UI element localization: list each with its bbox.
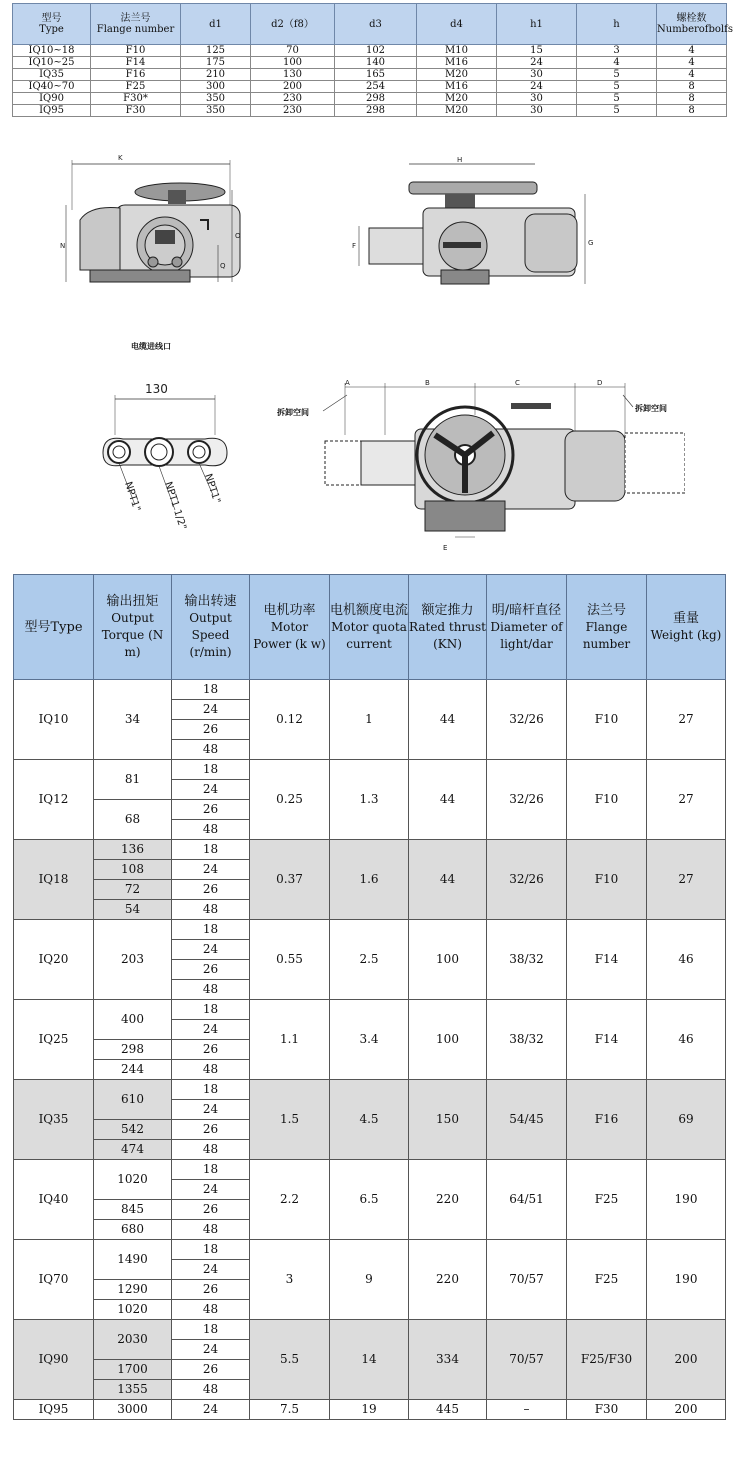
- header-en-text: Motor quota current: [331, 619, 407, 651]
- output-torque-cell: 1290: [94, 1280, 172, 1300]
- output-speed-cell: 48: [172, 1220, 250, 1240]
- flange-header-cell: [251, 4, 335, 45]
- flange-table-cell: F16: [91, 69, 181, 81]
- flange-table-header: [13, 4, 727, 45]
- spec-power-cell: 0.37: [250, 840, 330, 920]
- model-type-cell: IQ95: [14, 1400, 94, 1420]
- spec-thrust-cell: 44: [409, 680, 487, 760]
- flange-header-cell: [417, 4, 497, 45]
- spec-current-cell: 19: [330, 1400, 409, 1420]
- header-en-text: h: [613, 18, 620, 30]
- flange-table-cell: 5: [577, 105, 657, 117]
- spec-weight-cell: 27: [647, 840, 726, 920]
- actuator-spec-table: [13, 574, 726, 1420]
- header-cn-text: 型号: [41, 13, 62, 24]
- spec-diameter-cell: 54/45: [487, 1080, 567, 1160]
- output-torque-cell: 72: [94, 880, 172, 900]
- output-speed-cell: 18: [172, 760, 250, 780]
- spec-weight-cell: 190: [647, 1240, 726, 1320]
- output-torque-cell: 1355: [94, 1380, 172, 1400]
- spec-header-cell: [94, 575, 172, 680]
- cable-dim-130: 130: [145, 382, 168, 396]
- flange-table-cell: 300: [181, 81, 251, 93]
- output-torque-cell: 1490: [94, 1240, 172, 1280]
- flange-table-cell: F10: [91, 45, 181, 57]
- dim-label-c: C: [515, 379, 520, 387]
- output-speed-cell: 24: [172, 1340, 250, 1360]
- flange-table-cell: 140: [335, 57, 417, 69]
- spec-current-cell: 1.6: [330, 840, 409, 920]
- header-en-text: d4: [450, 18, 463, 30]
- spec-thrust-cell: 445: [409, 1400, 487, 1420]
- spec-table-row: [14, 1080, 726, 1100]
- flange-table-cell: 175: [181, 57, 251, 69]
- cable-entry-drawing: [95, 335, 245, 555]
- spec-thrust-cell: 220: [409, 1240, 487, 1320]
- spec-current-cell: 2.5: [330, 920, 409, 1000]
- dim-label-e: E: [443, 544, 448, 552]
- flange-table-cell: IQ95: [13, 105, 91, 117]
- spec-current-cell: 1.3: [330, 760, 409, 840]
- spec-weight-cell: 200: [647, 1400, 726, 1420]
- flange-table-row: [13, 45, 727, 57]
- output-speed-cell: 18: [172, 1240, 250, 1260]
- actuator-side-view-drawing: [345, 150, 605, 300]
- npt-label-2: NPT1 1/2": [162, 480, 189, 532]
- spec-power-cell: 5.5: [250, 1320, 330, 1400]
- spec-flange-cell: F25: [567, 1160, 647, 1240]
- dim-label-d: D: [597, 379, 603, 387]
- flange-table-cell: 30: [497, 105, 577, 117]
- output-speed-cell: 26: [172, 1360, 250, 1380]
- spec-table-row: [14, 1000, 726, 1020]
- flange-header-cell: [13, 4, 91, 45]
- spec-flange-cell: F16: [567, 1080, 647, 1160]
- output-speed-cell: 48: [172, 820, 250, 840]
- spec-table-body: [14, 680, 726, 1420]
- spec-header-cell: [487, 575, 567, 680]
- spec-header-cell: [330, 575, 409, 680]
- output-speed-cell: 26: [172, 960, 250, 980]
- model-type-cell: IQ40: [14, 1160, 94, 1240]
- output-speed-cell: 48: [172, 900, 250, 920]
- output-speed-cell: 26: [172, 1040, 250, 1060]
- output-torque-cell: 680: [94, 1220, 172, 1240]
- spec-table-row: [14, 840, 726, 860]
- flange-table-cell: 24: [497, 57, 577, 69]
- flange-table-cell: M10: [417, 45, 497, 57]
- spec-power-cell: 0.12: [250, 680, 330, 760]
- output-torque-cell: 298: [94, 1040, 172, 1060]
- output-torque-cell: 244: [94, 1060, 172, 1080]
- spec-table-header: [14, 575, 726, 680]
- flange-table-cell: M20: [417, 69, 497, 81]
- spec-table-row: [14, 1160, 726, 1180]
- output-torque-cell: 68: [94, 800, 172, 840]
- spec-header-cell: [409, 575, 487, 680]
- model-type-cell: IQ70: [14, 1240, 94, 1320]
- output-torque-cell: 34: [94, 680, 172, 760]
- model-type-cell: IQ20: [14, 920, 94, 1000]
- output-speed-cell: 48: [172, 1060, 250, 1080]
- output-torque-cell: 400: [94, 1000, 172, 1040]
- output-torque-cell: 81: [94, 760, 172, 800]
- output-speed-cell: 48: [172, 1380, 250, 1400]
- flange-table-body: [13, 45, 727, 117]
- spec-diameter-cell: 32/26: [487, 760, 567, 840]
- spec-power-cell: 1.5: [250, 1080, 330, 1160]
- spec-diameter-cell: 32/26: [487, 840, 567, 920]
- flange-table-cell: 30: [497, 69, 577, 81]
- npt-label-1: NPT1": [122, 480, 143, 514]
- spec-flange-cell: F30: [567, 1400, 647, 1420]
- spec-current-cell: 9: [330, 1240, 409, 1320]
- flange-table-cell: 230: [251, 105, 335, 117]
- output-speed-cell: 48: [172, 1300, 250, 1320]
- output-speed-cell: 24: [172, 1180, 250, 1200]
- model-type-cell: IQ25: [14, 1000, 94, 1080]
- output-torque-cell: 1020: [94, 1300, 172, 1320]
- flange-table-cell: F30: [91, 105, 181, 117]
- flange-table-cell: 125: [181, 45, 251, 57]
- header-en-text: Type: [39, 24, 64, 35]
- flange-header-cell: [657, 4, 733, 45]
- flange-table-cell: 8: [657, 93, 727, 105]
- spec-power-cell: 7.5: [250, 1400, 330, 1420]
- spec-diameter-cell: 70/57: [487, 1320, 567, 1400]
- spec-diameter-cell: 70/57: [487, 1240, 567, 1320]
- flange-table-cell: 230: [251, 93, 335, 105]
- output-speed-cell: 26: [172, 1120, 250, 1140]
- spec-current-cell: 1: [330, 680, 409, 760]
- model-type-cell: IQ10: [14, 680, 94, 760]
- output-speed-cell: 24: [172, 1100, 250, 1120]
- flange-table-cell: IQ35: [13, 69, 91, 81]
- flange-table-cell: 4: [657, 45, 727, 57]
- header-en-text: d1: [209, 18, 222, 30]
- output-torque-cell: 203: [94, 920, 172, 1000]
- output-torque-cell: 1020: [94, 1160, 172, 1200]
- spec-flange-cell: F25/F30: [567, 1320, 647, 1400]
- spec-header-cell: [647, 575, 726, 680]
- spec-power-cell: 1.1: [250, 1000, 330, 1080]
- flange-table-row: [13, 93, 727, 105]
- flange-table-cell: 4: [577, 57, 657, 69]
- model-type-cell: IQ18: [14, 840, 94, 920]
- output-speed-cell: 26: [172, 1200, 250, 1220]
- spec-power-cell: 3: [250, 1240, 330, 1320]
- flange-table-cell: IQ90: [13, 93, 91, 105]
- flange-table-cell: IQ10~25: [13, 57, 91, 69]
- flange-table-cell: F25: [91, 81, 181, 93]
- spec-weight-cell: 46: [647, 920, 726, 1000]
- model-type-cell: IQ90: [14, 1320, 94, 1400]
- spec-power-cell: 0.25: [250, 760, 330, 840]
- flange-table-cell: 4: [657, 69, 727, 81]
- spec-current-cell: 14: [330, 1320, 409, 1400]
- spec-thrust-cell: 334: [409, 1320, 487, 1400]
- spec-thrust-cell: 44: [409, 760, 487, 840]
- output-speed-cell: 26: [172, 720, 250, 740]
- spec-flange-cell: F10: [567, 840, 647, 920]
- spec-header-cell: [172, 575, 250, 680]
- header-en-text: Diameter of light/dar: [490, 619, 563, 651]
- header-cn-text: 输出扭矩: [106, 594, 159, 609]
- removal-space-left: 拆卸空间: [277, 408, 309, 417]
- flange-table-cell: 24: [497, 81, 577, 93]
- spec-power-cell: 0.55: [250, 920, 330, 1000]
- flange-table-cell: 130: [251, 69, 335, 81]
- flange-table-cell: M16: [417, 81, 497, 93]
- flange-table-row: [13, 105, 727, 117]
- output-torque-cell: 108: [94, 860, 172, 880]
- header-cn-text: 螺栓数: [676, 13, 707, 24]
- spec-weight-cell: 27: [647, 680, 726, 760]
- spec-weight-cell: 46: [647, 1000, 726, 1080]
- output-speed-cell: 24: [172, 1020, 250, 1040]
- flange-table-cell: 210: [181, 69, 251, 81]
- header-cn-text: 型号Type: [24, 619, 83, 635]
- spec-flange-cell: F10: [567, 760, 647, 840]
- header-en-text: Flange number: [96, 24, 175, 35]
- output-speed-cell: 18: [172, 1000, 250, 1020]
- header-en-text: Output Torque (N m): [101, 611, 164, 659]
- flange-table-cell: 8: [657, 81, 727, 93]
- flange-table-cell: 30: [497, 93, 577, 105]
- output-torque-cell: 2030: [94, 1320, 172, 1360]
- spec-table-row: [14, 920, 726, 940]
- spec-weight-cell: 190: [647, 1160, 726, 1240]
- spec-header-cell: [250, 575, 330, 680]
- output-speed-cell: 48: [172, 980, 250, 1000]
- header-cn-text: 额定推力: [421, 602, 474, 618]
- flange-table-cell: 70: [251, 45, 335, 57]
- spec-table-row: [14, 1240, 726, 1260]
- model-type-cell: IQ35: [14, 1080, 94, 1160]
- flange-header-cell: [497, 4, 577, 45]
- flange-table-row: [13, 81, 727, 93]
- spec-table-row: [14, 680, 726, 700]
- spec-thrust-cell: 44: [409, 840, 487, 920]
- dim-label-a: A: [345, 379, 350, 387]
- header-en-text: Rated thrust (KN): [409, 619, 486, 651]
- output-speed-cell: 24: [172, 1400, 250, 1420]
- spec-table-row: [14, 760, 726, 780]
- output-speed-cell: 26: [172, 800, 250, 820]
- header-en-text: d2（f8）: [271, 18, 314, 30]
- flange-table-cell: 5: [577, 69, 657, 81]
- output-speed-cell: 48: [172, 740, 250, 760]
- spec-flange-cell: F14: [567, 920, 647, 1000]
- output-torque-cell: 54: [94, 900, 172, 920]
- flange-table-cell: 3: [577, 45, 657, 57]
- flange-table-cell: 102: [335, 45, 417, 57]
- spec-flange-cell: F14: [567, 1000, 647, 1080]
- spec-thrust-cell: 100: [409, 920, 487, 1000]
- flange-table-cell: F14: [91, 57, 181, 69]
- output-speed-cell: 24: [172, 780, 250, 800]
- spec-current-cell: 3.4: [330, 1000, 409, 1080]
- spec-current-cell: 4.5: [330, 1080, 409, 1160]
- dim-label-o: O: [235, 232, 241, 240]
- output-speed-cell: 18: [172, 1080, 250, 1100]
- dim-label-h: H: [457, 156, 463, 164]
- output-speed-cell: 18: [172, 680, 250, 700]
- flange-table-cell: 200: [251, 81, 335, 93]
- header-cn-text: 法兰号: [120, 13, 151, 24]
- spec-table-row: [14, 1320, 726, 1340]
- flange-table-cell: M20: [417, 93, 497, 105]
- model-type-cell: IQ12: [14, 760, 94, 840]
- spec-header-cell: [14, 575, 94, 680]
- header-en-text: Flange number: [582, 619, 631, 651]
- flange-table-cell: IQ40~70: [13, 81, 91, 93]
- output-torque-cell: 542: [94, 1120, 172, 1140]
- output-speed-cell: 24: [172, 860, 250, 880]
- flange-header-cell: [181, 4, 251, 45]
- output-speed-cell: 24: [172, 940, 250, 960]
- flange-table-cell: F30*: [91, 93, 181, 105]
- flange-table-cell: 8: [657, 105, 727, 117]
- flange-table-cell: 254: [335, 81, 417, 93]
- output-speed-cell: 24: [172, 1260, 250, 1280]
- spec-flange-cell: F10: [567, 680, 647, 760]
- spec-diameter-cell: –: [487, 1400, 567, 1420]
- header-en-text: d3: [369, 18, 382, 30]
- cable-entry-title: 电缆进线口: [131, 342, 171, 351]
- flange-table-cell: 165: [335, 69, 417, 81]
- spec-diameter-cell: 64/51: [487, 1160, 567, 1240]
- output-speed-cell: 18: [172, 1160, 250, 1180]
- flange-header-cell: [577, 4, 657, 45]
- flange-table-cell: 350: [181, 105, 251, 117]
- flange-table-cell: IQ10~18: [13, 45, 91, 57]
- output-torque-cell: 610: [94, 1080, 172, 1120]
- header-cn-text: 明/暗杆直径: [491, 602, 562, 618]
- output-speed-cell: 18: [172, 920, 250, 940]
- header-cn-text: 法兰号: [586, 602, 626, 618]
- actuator-top-view-drawing: [275, 375, 685, 560]
- spec-weight-cell: 69: [647, 1080, 726, 1160]
- flange-table-cell: 298: [335, 93, 417, 105]
- spec-current-cell: 6.5: [330, 1160, 409, 1240]
- spec-thrust-cell: 220: [409, 1160, 487, 1240]
- output-speed-cell: 26: [172, 880, 250, 900]
- spec-diameter-cell: 38/32: [487, 920, 567, 1000]
- header-en-text: h1: [530, 18, 543, 30]
- output-speed-cell: 48: [172, 1140, 250, 1160]
- spec-power-cell: 2.2: [250, 1160, 330, 1240]
- flange-table-row: [13, 69, 727, 81]
- dim-label-f: F: [352, 242, 357, 250]
- flange-table-cell: 350: [181, 93, 251, 105]
- header-en-text: Motor Power (k w): [253, 619, 326, 651]
- flange-dimension-table: [12, 3, 733, 117]
- spec-thrust-cell: 150: [409, 1080, 487, 1160]
- output-torque-cell: 845: [94, 1200, 172, 1220]
- flange-table-cell: 5: [577, 81, 657, 93]
- dim-label-g: G: [588, 239, 594, 247]
- output-speed-cell: 18: [172, 1320, 250, 1340]
- dim-label-k: K: [118, 154, 123, 162]
- spec-diameter-cell: 32/26: [487, 680, 567, 760]
- spec-weight-cell: 200: [647, 1320, 726, 1400]
- header-en-text: Numberofbolfs: [657, 24, 733, 35]
- output-speed-cell: 24: [172, 700, 250, 720]
- npt-label-3: NPT1": [202, 472, 223, 506]
- spec-weight-cell: 27: [647, 760, 726, 840]
- flange-table-cell: 15: [497, 45, 577, 57]
- spec-flange-cell: F25: [567, 1240, 647, 1320]
- output-torque-cell: 1700: [94, 1360, 172, 1380]
- spec-diameter-cell: 38/32: [487, 1000, 567, 1080]
- flange-table-cell: 4: [657, 57, 727, 69]
- header-cn-text: 电机额度电流: [330, 602, 409, 618]
- actuator-front-view-drawing: [50, 150, 250, 300]
- header-cn-text: 输出转速: [184, 594, 237, 609]
- spec-thrust-cell: 100: [409, 1000, 487, 1080]
- flange-table-cell: 298: [335, 105, 417, 117]
- flange-table-cell: M16: [417, 57, 497, 69]
- flange-table-cell: 5: [577, 93, 657, 105]
- header-cn-text: 电机功率: [263, 602, 316, 618]
- dim-label-q: Q: [220, 262, 226, 270]
- output-speed-cell: 26: [172, 1280, 250, 1300]
- flange-header-cell: [91, 4, 181, 45]
- dim-label-n: N: [60, 242, 66, 250]
- header-en-text: Weight (kg): [650, 628, 722, 642]
- flange-table-cell: M20: [417, 105, 497, 117]
- output-torque-cell: 136: [94, 840, 172, 860]
- flange-table-cell: 100: [251, 57, 335, 69]
- output-torque-cell: 474: [94, 1140, 172, 1160]
- dim-label-b: B: [425, 379, 430, 387]
- flange-table-row: [13, 57, 727, 69]
- output-torque-cell: 3000: [94, 1400, 172, 1420]
- removal-space-right: 拆卸空间: [635, 404, 667, 413]
- spec-header-cell: [567, 575, 647, 680]
- output-speed-cell: 18: [172, 840, 250, 860]
- header-en-text: Output Speed (r/min): [189, 611, 232, 659]
- spec-table-row: [14, 1400, 726, 1420]
- flange-header-cell: [335, 4, 417, 45]
- header-cn-text: 重量: [672, 611, 699, 626]
